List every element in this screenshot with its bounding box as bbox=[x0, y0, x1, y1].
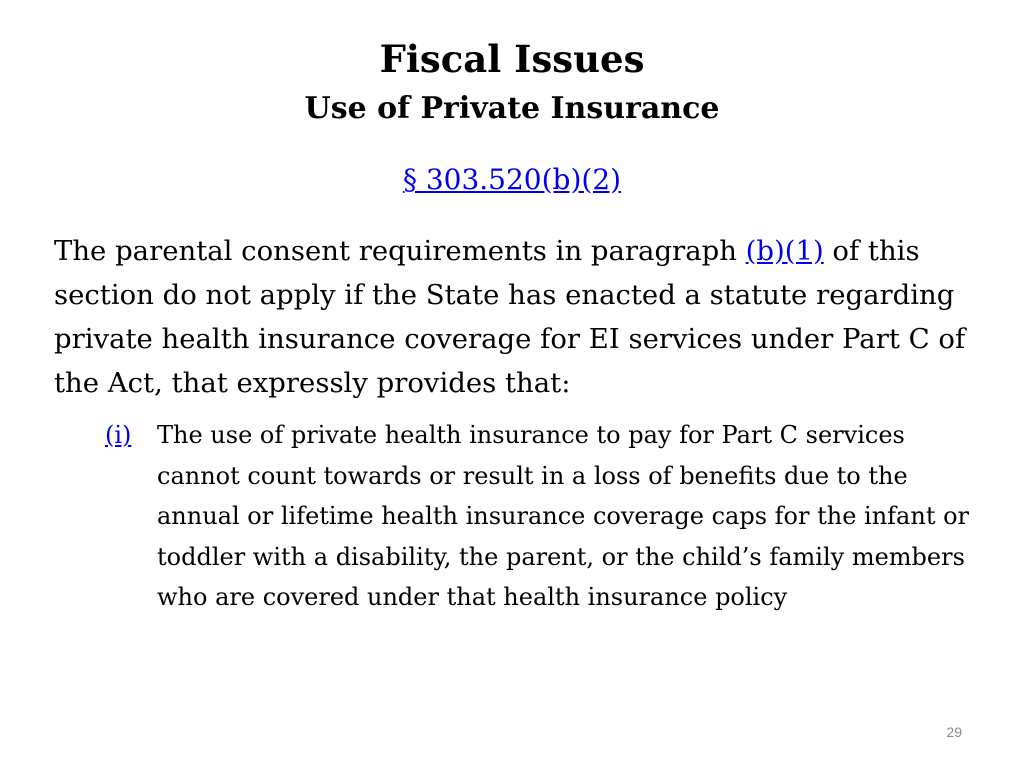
citation-link[interactable]: § 303.520(b)(2) bbox=[402, 163, 622, 196]
page-number: 29 bbox=[946, 724, 962, 740]
body-paragraph bbox=[54, 229, 989, 405]
slide-title: Fiscal Issues bbox=[379, 37, 645, 81]
paragraph-text-after: of this section do not apply if the State has enacted a statute regarding private health insurance coverage for EI services under Part C of the Act, that expressly provides that: bbox=[54, 235, 966, 399]
list-item-text: The use of private health insurance to pay for Part C services cannot count towards or result in a loss of benefits due to the annual or lifetime health insurance coverage caps for the infant or toddler with a disability, the parent, or the child’s family members who are covered under that health insurance policy bbox=[157, 421, 970, 611]
list-item-marker-link[interactable]: (i) bbox=[105, 421, 132, 449]
list-item bbox=[105, 415, 975, 618]
paragraph-text-before: The parental consent requirements in paragraph bbox=[54, 235, 746, 267]
citation-container bbox=[0, 160, 1024, 200]
slide-subtitle: Use of Private Insurance bbox=[304, 91, 720, 126]
paragraph-b1-link[interactable]: (b)(1) bbox=[745, 235, 824, 267]
list-item-marker-container bbox=[105, 415, 157, 618]
